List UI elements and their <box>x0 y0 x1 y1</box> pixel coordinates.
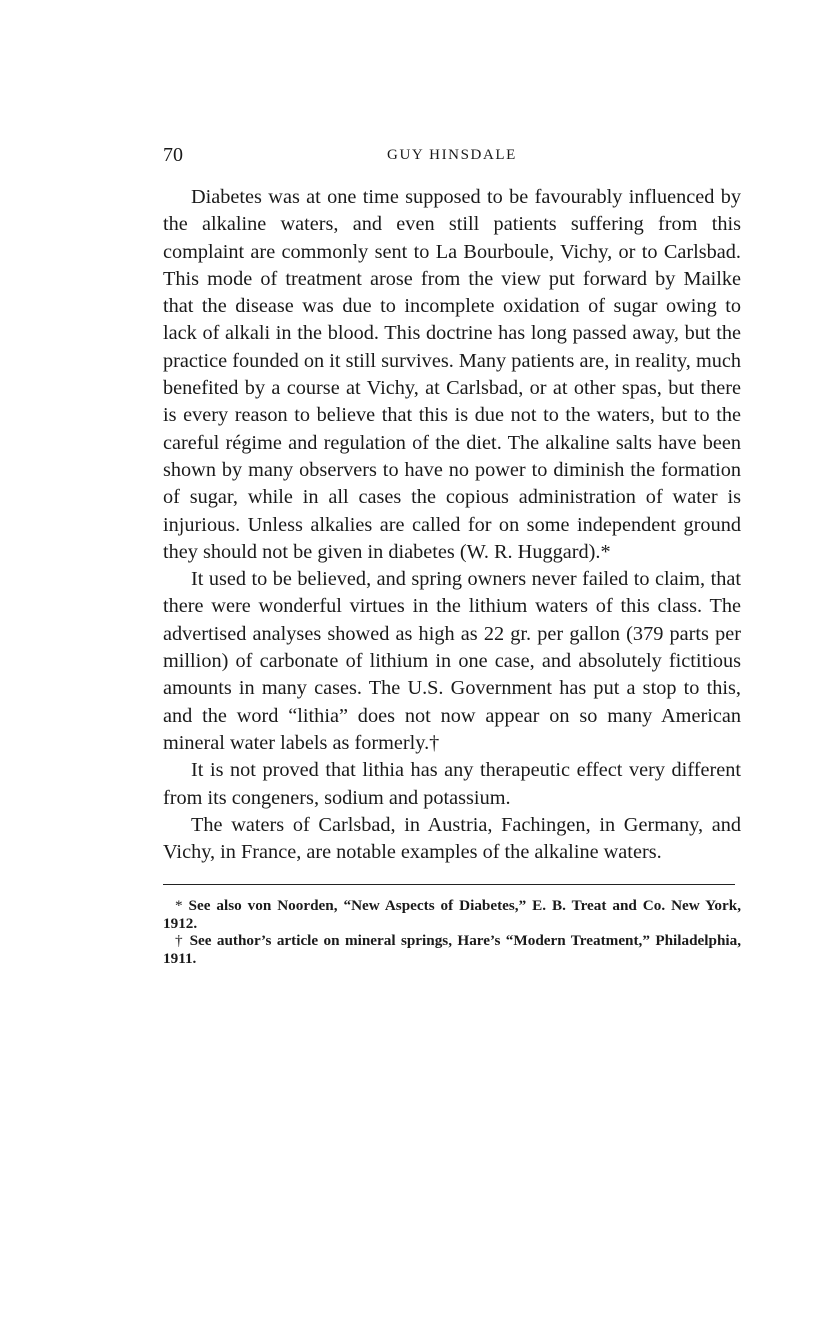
paragraph-diabetes: Diabetes was at one time supposed to be favourably influenced by the alkaline waters, and even still patients suffering from this complaint are commonly sent to La Bourboule, Vichy, or to Carlsbad. This mode of treatment arose from the view put forward by Mailke that the disease was due to incomplete oxidation of sugar owing to lack of alkali in the blood. This doctrine has long passed away, but the practice founded on it still survives. Many patients are, in reality, much benefited by a course at Vichy, at Carlsbad, or at other spas, but there is every reason to believe that this is due not to the waters, but to the careful régime and regulation of the diet. The alkaline salts have been shown by many observers to have no power to diminish the formation of sugar, while in all cases the copious administration of water is injurious. Unless alkalies are called for on some independent ground they should not be given in diabetes (W. R. Huggard).* <box>163 186 741 563</box>
page-number: 70 <box>163 144 183 166</box>
footnote-text: See also von Noorden, “New Aspects of Diabetes,” E. B. Treat and Co. New York, 1912. <box>163 897 741 932</box>
book-page <box>163 138 741 967</box>
footnote-mark: † <box>175 932 185 950</box>
paragraph-examples: The waters of Carlsbad, in Austria, Fachingen, in Germany, and Vichy, in France, are notable examples of the alkaline waters. <box>163 813 741 864</box>
page-header <box>163 138 741 172</box>
footnote-1 <box>163 897 741 932</box>
running-head: GUY HINSDALE <box>387 147 517 163</box>
footnotes <box>163 897 741 967</box>
paragraph-lithia-effect: It is not proved that lithia has any therapeutic effect very different from its congeners, sodium and potassium. <box>163 759 741 809</box>
footnote-mark: * <box>175 897 183 915</box>
footnote-2 <box>163 932 741 967</box>
footnote-text: See author’s article on mineral springs, Hare’s “Modern Treatment,” Philadelphia, 1911. <box>163 932 742 967</box>
paragraph-lithium: It used to be believed, and spring owners never failed to claim, that there were wonderful virtues in the lithium waters of this class. The advertised analyses showed as high as 22 gr. per gallon (379 parts per million) of carbonate of lithium in one case, and absolutely fictitious amounts in many cases. The U.S. Government has put a stop to this, and the word “lithia” does not now appear on so many American mineral water labels as formerly.† <box>163 568 741 754</box>
body-text <box>163 184 741 866</box>
footnote-rule <box>163 884 735 885</box>
